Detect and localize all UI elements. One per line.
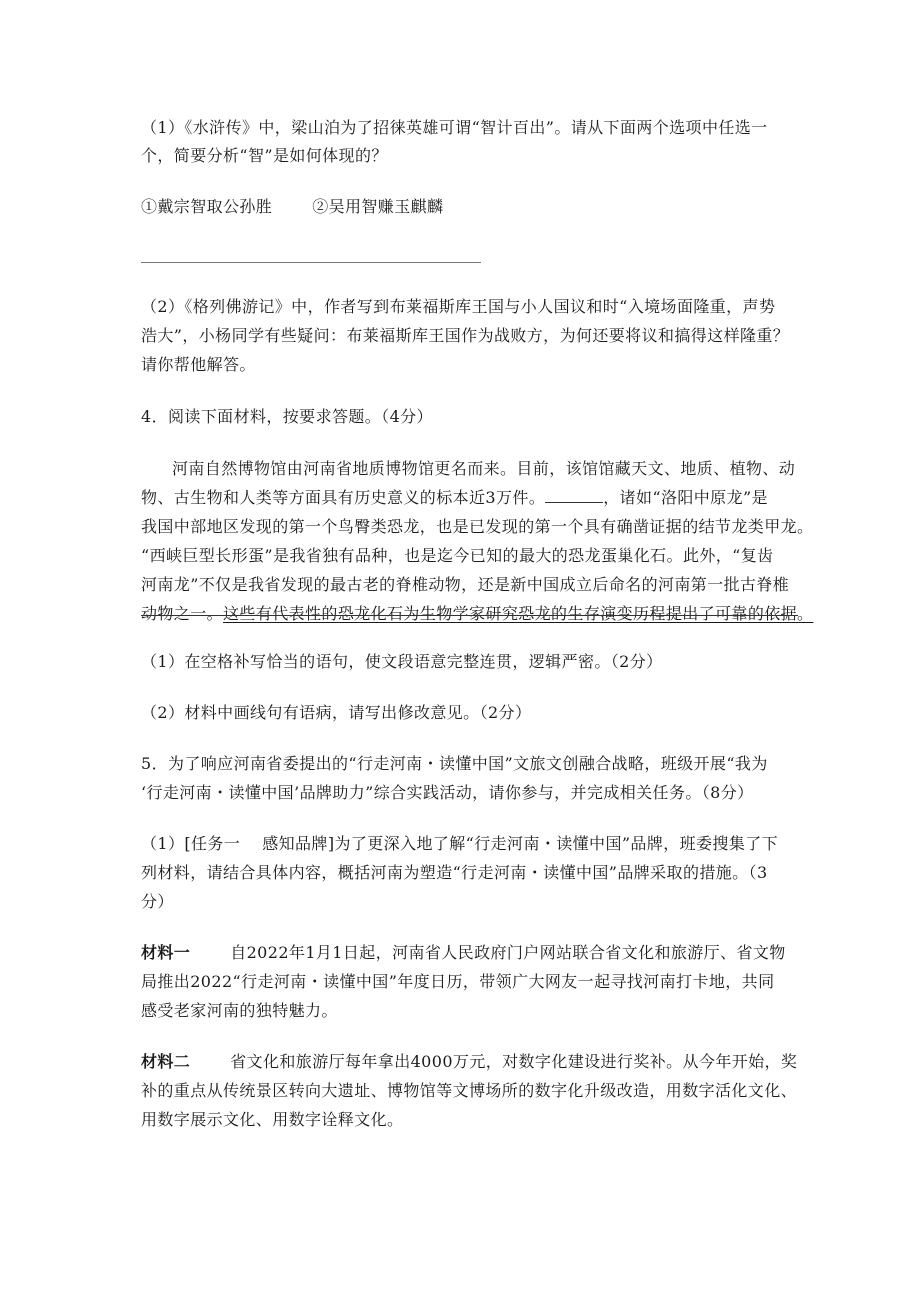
material-2-text: 省文化和旅游厅每年拿出4000万元，对数字化建设进行奖补。从今年开始，奖 <box>230 1052 798 1071</box>
material-2-line2: 补的重点从传统景区转向大遗址、博物馆等文博场所的数字化升级改造，用数字活化文化、 <box>141 1081 798 1100</box>
task1-prefix: （1）[任务一 <box>141 834 241 853</box>
q5-line2: ‘行走河南・读懂中国’品牌助力”综合实践活动，请你参与，并完成相关任务。（8分） <box>141 783 754 802</box>
fill-blank <box>545 488 603 503</box>
material-2-line3: 用数字展示文化、用数字诠释文化。 <box>141 1110 404 1129</box>
q3-part1-line2: 个，简要分析“智”是如何体现的？ <box>141 146 388 165</box>
q3-options <box>141 196 443 218</box>
q3-part2-line3: 请你帮他解答。 <box>141 355 256 374</box>
passage-line6-start: 动物之一。 <box>141 604 224 623</box>
q5-line1: 5．为了响应河南省委提出的“行走河南・读懂中国”文旅文创融合战略，班级开展“我为 <box>141 754 768 773</box>
answer-line <box>141 262 481 263</box>
material-2-label: 材料二 <box>141 1052 191 1071</box>
passage-line2-start: 物、古生物和人类等方面具有历史意义的标本近3万件。 <box>141 488 546 507</box>
q5-task1-line3: 分） <box>141 892 174 911</box>
passage-bottom-rule <box>141 615 798 616</box>
material-2-line1 <box>141 1051 797 1073</box>
material-1-line3: 感受老家河南的独特魅力。 <box>141 1001 338 1020</box>
q5-task1-line2: 列材料，请结合具体内容，概括河南为塑造“行走河南・读懂中国”品牌采取的措施。（3 <box>141 863 768 882</box>
q4-passage-line5: 河南龙”不仅是我省发现的最古老的脊椎动物，还是新中国成立后命名的河南第一批古脊椎 <box>141 575 790 594</box>
material-1-label: 材料一 <box>141 943 191 962</box>
material-1-text: 自2022年1月1日起，河南省人民政府门户网站联合省文化和旅游厅、省文物 <box>230 943 786 962</box>
option-2: ②吴用智赚玉麒麟 <box>312 197 444 216</box>
q4-passage-line3: 我国中部地区发现的第一个鸟臀类恐龙，也是已发现的第一个具有确凿证据的结节龙类甲龙。 <box>141 517 814 536</box>
material-1-line2: 局推出2022“行走河南・读懂中国”年度日历，带领广大网友一起寻找河南打卡地，共同 <box>141 972 775 991</box>
q5-task1-line1 <box>141 833 778 855</box>
material-1-line1 <box>141 942 786 964</box>
q3-part2-line2: 浩大”，小杨同学有些疑问：布莱福斯库王国作为战败方，为何还要将议和搞得这样隆重？ <box>141 326 790 345</box>
q3-part2-line1: （2）《格列佛游记》中，作者写到布莱福斯库王国与小人国议和时“入境场面隆重，声势 <box>141 297 776 316</box>
option-1: ①戴宗智取公孙胜 <box>141 197 273 216</box>
q4-title: 4．阅读下面材料，按要求答题。（4分） <box>141 407 433 426</box>
q4-sub1: （1）在空格补写恰当的语句，使文段语意完整连贯，逻辑严密。（2分） <box>141 652 663 671</box>
underlined-sentence: 这些有代表性的恐龙化石为生物学家研究恐龙的生存演变历程提出了可靠的依据。 <box>223 604 814 623</box>
q4-passage-line2 <box>141 487 768 509</box>
passage-line2-end: ，诸如“洛阳中原龙”是 <box>603 488 768 507</box>
q4-passage-line1: 河南自然博物馆由河南省地质博物馆更名而来。目前，该馆馆藏天文、地质、植物、动 <box>172 459 796 478</box>
q4-sub2: （2）材料中画线句有语病，请写出修改意见。（2分） <box>141 703 532 722</box>
q4-passage-line4: “西峡巨型长形蛋”是我省独有品种，也是迄今已知的最大的恐龙蛋巢化石。此外，“复齿 <box>141 546 774 565</box>
q4-passage-line6 <box>141 603 813 625</box>
task1-text: 感知品牌]为了更深入地了解“行走河南・读懂中国”品牌，班委搜集了下 <box>262 834 779 853</box>
q3-part1-line1: （1）《水浒传》中，梁山泊为了招徕英雄可谓“智计百出”。请从下面两个选项中任选一 <box>141 118 768 137</box>
